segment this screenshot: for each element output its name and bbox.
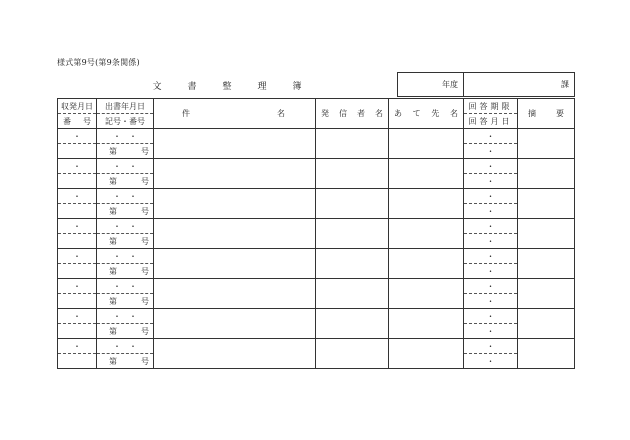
recipient-cell[interactable] [389,249,464,279]
remarks-cell[interactable] [518,219,575,249]
remarks-cell[interactable] [518,249,575,279]
subject-cell[interactable] [154,129,316,159]
department-field[interactable] [463,72,575,97]
issue-date-dots: ・ ・ [113,191,137,201]
recipient-cell[interactable] [389,159,464,189]
received-date-dot: ・ [73,131,81,141]
reply-deadline-dot: ・ [486,161,495,171]
sender-cell[interactable] [316,249,389,279]
number-cell[interactable] [58,234,97,249]
reply-date-dot: ・ [486,236,495,246]
sender-cell[interactable] [316,309,389,339]
received-date-dot: ・ [73,251,81,261]
recipient-cell[interactable] [389,309,464,339]
record-number-prefix: 第 [109,326,117,336]
received-date-cell[interactable] [58,189,97,204]
received-date-dot: ・ [73,281,81,291]
issue-date-cell[interactable] [97,159,154,174]
received-date-dot: ・ [73,191,81,201]
reply-deadline-cell[interactable] [464,159,518,174]
remarks-cell[interactable] [518,189,575,219]
recipient-cell[interactable] [389,219,464,249]
record-number-prefix: 第 [109,236,117,246]
header-subject-char-1: 件 [182,109,190,118]
reply-deadline-cell[interactable] [464,189,518,204]
header-number [58,114,97,129]
entry-row-top [58,249,575,264]
sender-cell[interactable] [316,339,389,369]
entry-row-top [58,159,575,174]
remarks-cell[interactable] [518,129,575,159]
header-sender-char-3: 者 [357,109,365,118]
reply-deadline-cell[interactable] [464,339,518,354]
header-subject-char-2: 名 [277,109,285,118]
remarks-cell[interactable] [518,309,575,339]
reply-date-dot: ・ [486,176,495,186]
number-cell[interactable] [58,144,97,159]
issue-date-dots: ・ ・ [113,131,137,141]
reply-date-cell[interactable] [464,294,518,309]
received-date-cell[interactable] [58,129,97,144]
header-remarks [518,99,575,129]
reply-deadline-cell[interactable] [464,309,518,324]
form-number-label: 様式第9号(第9条関係) [57,58,140,67]
recipient-cell[interactable] [389,339,464,369]
issue-date-cell[interactable] [97,279,154,294]
sender-cell[interactable] [316,129,389,159]
reply-date-cell[interactable] [464,174,518,189]
record-number-prefix: 第 [109,296,117,306]
subject-cell[interactable] [154,309,316,339]
entry-row-top [58,189,575,204]
header-reply-deadline: 回答期限 [464,99,518,114]
issue-date-cell[interactable] [97,129,154,144]
recipient-cell[interactable] [389,279,464,309]
subject-cell[interactable] [154,219,316,249]
issue-date-dots: ・ ・ [113,311,137,321]
received-date-dot: ・ [73,341,81,351]
reply-date-cell[interactable] [464,204,518,219]
header-sender-char-1: 発 [321,109,329,118]
number-cell[interactable] [58,354,97,369]
issue-date-dots: ・ ・ [113,161,137,171]
issue-date-dots: ・ ・ [113,341,137,351]
issue-date-dots: ・ ・ [113,281,137,291]
reply-date-cell[interactable] [464,324,518,339]
record-number-suffix: 号 [141,176,149,186]
number-cell[interactable] [58,294,97,309]
entry-row-top [58,219,575,234]
reply-date-cell[interactable] [464,354,518,369]
header-sender-char-4: 名 [375,109,383,118]
header-number-char-2: 号 [83,116,91,126]
record-number-prefix: 第 [109,266,117,276]
issue-date-cell[interactable] [97,189,154,204]
department-label: 課 [561,80,569,89]
received-date-dot: ・ [73,221,81,231]
header-sender [316,99,389,129]
reply-date-dot: ・ [486,326,495,336]
reply-deadline-dot: ・ [486,191,495,201]
header-recipient-char-4: 名 [449,109,458,118]
record-number-cell[interactable] [97,174,154,189]
entry-row-top [58,129,575,144]
entry-row-top [58,279,575,294]
register-table [57,98,575,369]
subject-cell[interactable] [154,249,316,279]
subject-cell[interactable] [154,339,316,369]
number-cell[interactable] [58,324,97,339]
header-issue-date: 出書年月日 [97,99,154,114]
subject-cell[interactable] [154,189,316,219]
record-number-suffix: 号 [141,296,149,306]
number-cell[interactable] [58,264,97,279]
received-date-dot: ・ [73,311,81,321]
issue-date-dots: ・ ・ [113,221,137,231]
reply-deadline-dot: ・ [486,131,495,141]
reply-deadline-dot: ・ [486,221,495,231]
reply-date-dot: ・ [486,296,495,306]
reply-date-dot: ・ [486,356,495,366]
header-record-number: 記号・番号 [97,114,154,129]
record-number-cell[interactable] [97,294,154,309]
header-row-top [58,99,575,114]
reply-date-dot: ・ [486,266,495,276]
header-remarks-char-1: 摘 [528,109,536,118]
fiscal-year-label: 年度 [442,80,458,89]
reply-date-dot: ・ [486,206,495,216]
title-row [57,72,575,99]
sender-cell[interactable] [316,159,389,189]
received-date-cell[interactable] [58,309,97,324]
reply-date-cell[interactable] [464,144,518,159]
record-number-cell[interactable] [97,324,154,339]
record-number-cell[interactable] [97,354,154,369]
remarks-cell[interactable] [518,279,575,309]
header-reply-date: 回答月日 [464,114,518,129]
reply-deadline-dot: ・ [486,311,495,321]
fiscal-year-field[interactable] [397,72,464,97]
received-date-cell[interactable] [58,159,97,174]
record-number-cell[interactable] [97,204,154,219]
number-cell[interactable] [58,204,97,219]
record-number-suffix: 号 [141,146,149,156]
received-date-cell[interactable] [58,249,97,264]
reply-deadline-dot: ・ [486,341,495,351]
header-recipient [389,99,464,129]
header-remarks-char-2: 要 [556,109,564,118]
record-number-prefix: 第 [109,356,117,366]
recipient-cell[interactable] [389,189,464,219]
record-number-suffix: 号 [141,356,149,366]
issue-date-cell[interactable] [97,219,154,234]
entry-row-top [58,339,575,354]
reply-deadline-cell[interactable] [464,279,518,294]
record-number-cell[interactable] [97,264,154,279]
received-date-cell[interactable] [58,279,97,294]
header-recipient-char-3: 先 [431,109,440,118]
remarks-cell[interactable] [518,159,575,189]
reply-date-dot: ・ [486,146,495,156]
received-date-cell[interactable] [58,219,97,234]
entry-row-top [58,309,575,324]
record-number-suffix: 号 [141,326,149,336]
subject-cell[interactable] [154,159,316,189]
header-subject [154,99,316,129]
record-number-suffix: 号 [141,266,149,276]
record-number-suffix: 号 [141,236,149,246]
record-number-cell[interactable] [97,234,154,249]
record-number-prefix: 第 [109,146,117,156]
sender-cell[interactable] [316,219,389,249]
received-date-cell[interactable] [58,339,97,354]
header-number-char-1: 番 [63,116,71,126]
received-date-dot: ・ [73,161,81,171]
issue-date-cell[interactable] [97,339,154,354]
reply-deadline-cell[interactable] [464,219,518,234]
header-sender-char-2: 信 [339,109,347,118]
reply-date-cell[interactable] [464,234,518,249]
issue-date-cell[interactable] [97,309,154,324]
sender-cell[interactable] [316,189,389,219]
header-recipient-char-1: あ [394,109,402,118]
reply-deadline-cell[interactable] [464,249,518,264]
issue-date-cell[interactable] [97,249,154,264]
sender-cell[interactable] [316,279,389,309]
number-cell[interactable] [58,174,97,189]
document-title: 文書整理簿 [152,82,328,92]
reply-date-cell[interactable] [464,264,518,279]
reply-deadline-dot: ・ [486,281,495,291]
reply-deadline-cell[interactable] [464,129,518,144]
record-number-prefix: 第 [109,206,117,216]
record-number-cell[interactable] [97,144,154,159]
recipient-cell[interactable] [389,129,464,159]
reply-deadline-dot: ・ [486,251,495,261]
issue-date-dots: ・ ・ [113,251,137,261]
remarks-cell[interactable] [518,339,575,369]
header-received-date: 収発月日 [58,99,97,114]
header-recipient-char-2: て [412,109,421,118]
record-number-prefix: 第 [109,176,117,186]
subject-cell[interactable] [154,279,316,309]
record-number-suffix: 号 [141,206,149,216]
